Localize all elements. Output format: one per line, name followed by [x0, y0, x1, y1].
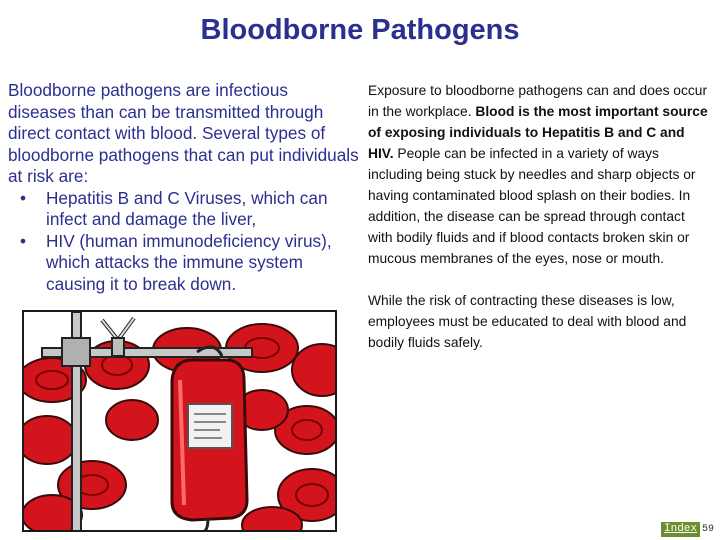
bullet-icon: • — [20, 187, 27, 208]
exposure-paragraph — [368, 80, 713, 269]
list-item — [8, 188, 360, 231]
index-link[interactable]: Index — [661, 522, 700, 537]
risk-paragraph: While the risk of contracting these diseases is low, employees must be educated to deal with blood and bodily fluids safely. — [368, 293, 687, 350]
exposure-emphasis: Blood is the most important source of exposing individuals to Hepatitis B and C and HIV. — [368, 104, 708, 161]
exposure-text-a: Exposure to bloodborne pathogens can and does occur in the workplace. — [368, 83, 708, 119]
intro-text: Bloodborne pathogens are infectious diseases than can be transmitted through direct contact with blood. Several types of bloodborne pathogens that can put individuals at risk are: — [8, 80, 359, 186]
list-item-text: Hepatitis B and C Viruses, which can infect and damage the liver, — [46, 187, 328, 229]
bullet-icon: • — [20, 230, 27, 251]
list-item-text: HIV (human immunodeficiency virus), which attacks the immune system causing it to break down. — [46, 230, 332, 294]
blood-cells-background — [22, 310, 337, 532]
footer — [661, 518, 714, 537]
page-title: Bloodborne Pathogens — [200, 14, 520, 46]
exposure-text-b: People can be infected in a variety of ways including being stuck by needles and sharp objects or having contaminated blood splash on their bodies. In addition, the disease can be spread through contact with bodily fluids and if blood contacts broken skin or mucous membranes of the eyes, nose or mouth. — [368, 146, 696, 266]
pathogen-list — [8, 188, 360, 296]
page-number: 59 — [702, 524, 715, 535]
blood-bag-icon — [22, 310, 337, 532]
list-item — [8, 231, 360, 296]
right-column — [368, 80, 713, 353]
left-column — [8, 80, 360, 295]
